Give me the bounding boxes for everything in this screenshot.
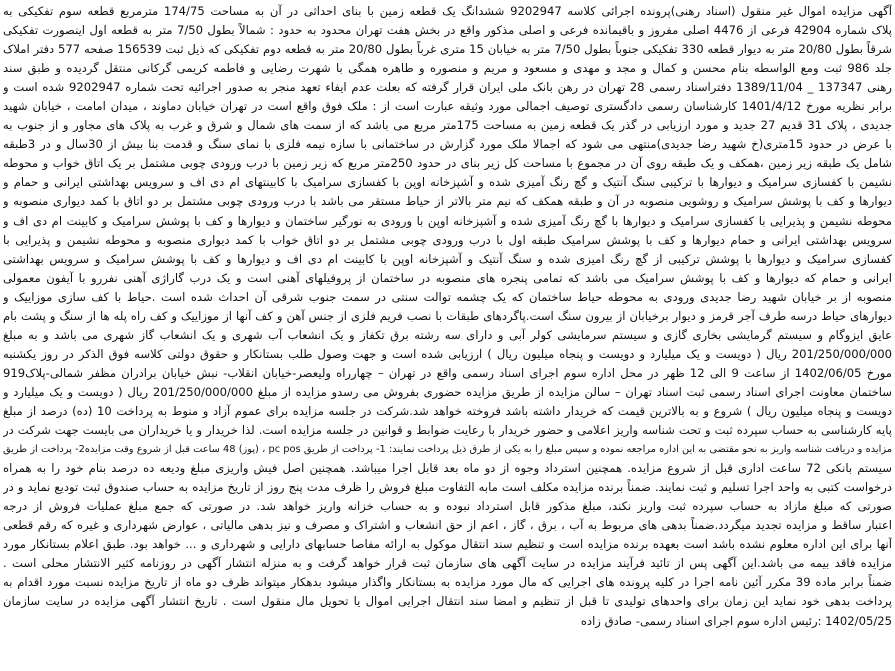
notice-line-16: منصوبه از بر خیابان شهید رضا جدیدی ورودی به محوطه حیاط ساختمان که یک چشمه توالت سنتی در سمت جنوب شرقی آن احداث شده است .حیاط با کف سازی موزاییک و — [3, 289, 892, 304]
notice-line-13: سرویس بهداشتی ایرانی و حمام دیوارها و کف با پوشش سرامیک طبقه اول با درب ورودی چوبی مشتمل بر دو اتاق خواب با کمد دیواری منصوبه و محوطه نشیمن و پذیرایی با — [3, 232, 892, 247]
notice-line-10: نشیمن با کفسازی سرامیک و دیوارها با ترکیبی سنگ آنتیک و گچ رنگ آمیزی شده و آشپزخانه اوپن با کفسازی سرامیک با کابینتهای ام دی اف و سرویس بهداشتی ایرانی و حمام و — [3, 175, 892, 190]
notice-line-30: مزایده فاقد بیمه می باشد.این آگهی پس از تائید فرآیند مزایده در سایت آگهی های سازمان ثبت قرار خواهد گرفت و به منزله انتشار آگهی در روزنامه کثیر الانتشار محلی است . — [3, 556, 892, 571]
notice-line-27: صورتی که مبلغ مازاد به حساب سپرده ثبت واریز نکند، مبلغ مذکور قابل استرداد نبوده و به حساب خزانه واریز خواهد شد. در صورتی که جمع مبلغ عملیات فروش از درجه — [3, 499, 892, 514]
notice-line-25: سیستم بانکی 72 ساعت اداری قبل از شروع مزایده. همچنین استرداد وجوه از دو ماه بعد قابل اجرا میباشد. همچنین اصل فیش واریزی مبلغ ودیعه ده درصد بنام خود را به همراه — [3, 461, 892, 476]
notice-line-9: شامل یک طبقه زیر زمین ،همکف و یک طبقه روی آن در مجموع با مساحت کل زیر بنای در حدود 250متر مربع که زیر زمین با درب ورودی چوبی مشتمل بر یک اتاق خواب و محوطه — [3, 156, 892, 171]
notice-line-20: مورخ 1402/06/05 از ساعت 9 الی 12 ظهر در محل اداره سوم اجرای اسناد رسمی واقع در تهران – چهارراه ولیعصر-خیابان انقلاب- نبش خیابان برادران مظفر شمالی-پلاک919 — [3, 365, 892, 380]
auction-notice-document — [3, 2, 892, 669]
notice-line-14: کفسازی سرامیک و دیوارها با پوشش ترکیبی از گچ رنگ امیزی شده و سنگ آنتیک و آشپزخانه اوپن با کابینت ام دی اف و دیوارها و کف با پوشش سرامیک و سرویس بهداشتی — [3, 251, 892, 266]
notice-line-7: جدیدی ، پلاک 31 قدیم 27 جدید و مورد ارزیابی در گذر یک قطعه زمین به مساحت 175متر مربع می باشد که از سمت های شمال و شرق و غرب به پلاک های مجاور و از جنوب به — [3, 118, 892, 133]
notice-line-19: 201/250/000/000 ریال ( دویست و یک میلیارد و دویست و پنجاه میلیون ریال ) ارزیابی شده است و جهت وصول طلب بستانکار و حقوق دولتی کلاسه فوق الذکر در روز یکشنبه — [3, 346, 892, 361]
notice-line-32: پرداخت بدهی خود نماید این زمان برای واحدهای تولیدی تا قبل از تنظیم و امضا سند انتقال اجرایی اموال یا تحویل مال منقول است . تاریخ انتشار آگهی مزایده در سایت سازمان — [3, 594, 892, 609]
notice-line-5: رهنی 137347 _ 1389/11/04 دفتراسناد رسمی 28 تهران در رهن بانک ملی ایران قرار گرفته که بعلت عدم ایفاء تعهد منجر به صدور اجرائیه تحت شماره 9202947 شده است و — [3, 80, 892, 95]
notice-line-2: پلاک شماره 42904 فرعی از 4476 اصلی مفروز و باقیمانده فرعی و اصلی مذکور واقع در بخش هفت تهران محدود به حدود : شمالاً بطول 7/50 متر به قطعه اول اینصورت تفکیکی — [3, 23, 892, 38]
notice-line-22: دویست و پنجاه میلیون ریال ) شروع و به بالاترین قیمت که خریدار داشته باشد فروخته خواهد شد.شرکت در جلسه مزایده برای عموم آزاد و منوط به پرداخت 10 (ده) درصد از مبلغ — [3, 403, 892, 418]
notice-line-29: آنها برای این اداره معلوم نشده باشد است بعهده برنده مزایده است و تنظیم سند انتقال موکول به ارائه مفاصا حسابهای دارایی و شهرداری و ... خواهد بود. طبق اعلام بستانکار مورد — [3, 537, 892, 552]
notice-line-17: دیوارهای حیاط درسه طرف آجر قرمز و دیوار برخیابان از بیرون سنگ است.پاگردهای طبقات با نصب فریم فلزی از جنس آهن و کف آنها از موزاییک و کف راه پله ها از سنگ و پشت بام — [3, 308, 892, 323]
notice-line-21: ساختمان معاونت اجرای اسناد رسمی ثبت اسناد تهران – سالن مزایده از طریق مزایده حضوری بفروش می رسدو مزایده از مبلغ 201/250/000/000 ریال ( دویست و یک میلیارد و — [3, 384, 892, 399]
notice-line-8: با عرض در حدود 15متری(خ شهید رضا جدیدی)منتهی می شود که اجمالا ملک مورد گزارش در ساختمانی با سازه نیمه فلزی با نمای سنگ و قدمت بنا بیش از 30سال و در 3طبقه — [3, 137, 892, 152]
notice-line-1: آگهی مزایده اموال غیر منقول (اسناد رهنی)پرونده اجرائی کلاسه 9202947 ششدانگ یک قطعه زمین با بنای احداثی در آن به مساحت 174/75 مترمربع قطعه سوم تفکیکی به — [3, 4, 892, 18]
notice-line-4: جلد 986 ثبت ومع الواسطه بنام محسن و کمال و مجد و مهدی و مسعود و مریم و منصوره و طاهره همگی با شهرت رضایی و فاطمه کریمی گرکانی منتقل گردیده و طبق سند — [3, 61, 892, 76]
notice-line-23: پایه کارشناسی به حساب سپرده ثبت و تحت شناسه واریز اعلامی و حضور خریدار با رعایت ضوابط و قوانین در جلسه مزایده است. لذا خریدار و یا خریداران می بایست جهت شرکت در — [3, 423, 892, 438]
notice-line-18: عایق ایزوگام و سیستم گرمایشی بخاری گازی و سیستم سرمایشی کولر آبی و دارای سه رشته برق تکفاز و یک انشعاب آب شهری و یک انشعاب گاز شهری می باشد و به مبلغ — [3, 327, 892, 342]
notice-line-31: ضمناً برابر ماده 39 مکرر آئین نامه اجرا در کلیه پرونده های اجرایی که مال مورد مزایده به بستانکار واگذار میشود بدهکار میتواند ظرف دو ماه از تاریخ مزایده نسبت مورد اقدام به — [3, 575, 892, 590]
notice-line-12: محوطه نشیمن و پذیرایی با کفسازی سرامیک و دیوارها با گچ رنگ آمیزی شده و آشپزخانه اوپن با ورودی به نورگیر ساختمان و دیوارها و کف با پوشش سرامیک و کابینت ام دی اف و — [3, 213, 892, 228]
notice-line-11: دیوارها و کف با پوشش سرامیک و روشویی منصوبه در آن و طبقه همکف که نیم متر بالاتر از حیاط مستقر می باشد با درب ورودی چوبی مشتمل بر دو اتاق با کمد دیواری منصوبه و — [3, 194, 892, 209]
notice-line-28: اعتبار ساقط و مزایده تجدید میگردد.ضمناً بدهی های مربوط به آب ، برق ، گاز ، اعم از حق انشعاب و اشتراک و مصرف و نیز بدهی مالیاتی ، عوارض شهرداری و غیره که رقم قطعی — [3, 518, 892, 533]
notice-line-3: شرقاً بطول 20/80 متر به دیوار قطعه 330 تفکیکی جنوباً بطول 7/50 متر به خیابان 15 متری غرباً بطول 20/80 متر به قطعه دوم تفکیکی که ذیل ثبت 156539 صفحه 577 دفتر املاک — [3, 42, 892, 57]
notice-line-24: مزایده و دریافت شناسه واریز به نحو مقتضی به این اداره مراجعه نموده و سپس مبلغ را به یکی از طرق ذیل پرداخت نمایند: 1- پرداخت از طریق pc pos ، (پوز) 48 ساعت قبل از شروع وقت مزایده2- پرداخت از طریق — [3, 444, 892, 456]
notice-line-26: درخواست کتبی به واحد اجرا تسلیم و ثبت نمایند. ضمناً برنده مزایده مکلف است مابه التفاوت مبلغ فروش را ظرف مدت پنج روز از تاریخ مزایده به حساب صندوق ثبت تودیع نماید و در — [3, 480, 892, 495]
notice-signature-line: 1402/05/25 :رئیس اداره سوم اجرای اسناد رسمی- صادق زاده — [580, 613, 892, 628]
notice-line-6: برابر نظریه مورخ 1401/4/12 کارشناسان رسمی دادگستری توصیف اجمالی مورد وثیقه عبارت است از : ملک فوق واقع است در تهران خیابان دماوند ، میدان امامت ، خیابان شهید — [3, 99, 892, 114]
notice-line-15: ایرانی و حمام که دیوارها و کف با پوشش سرامیک می باشد که تمامی پنجره های منصوبه در ساختمان از پروفیلهای آهنی است و یک درب گاراژی آهنی نفررو با آیفون معمولی — [3, 270, 892, 285]
